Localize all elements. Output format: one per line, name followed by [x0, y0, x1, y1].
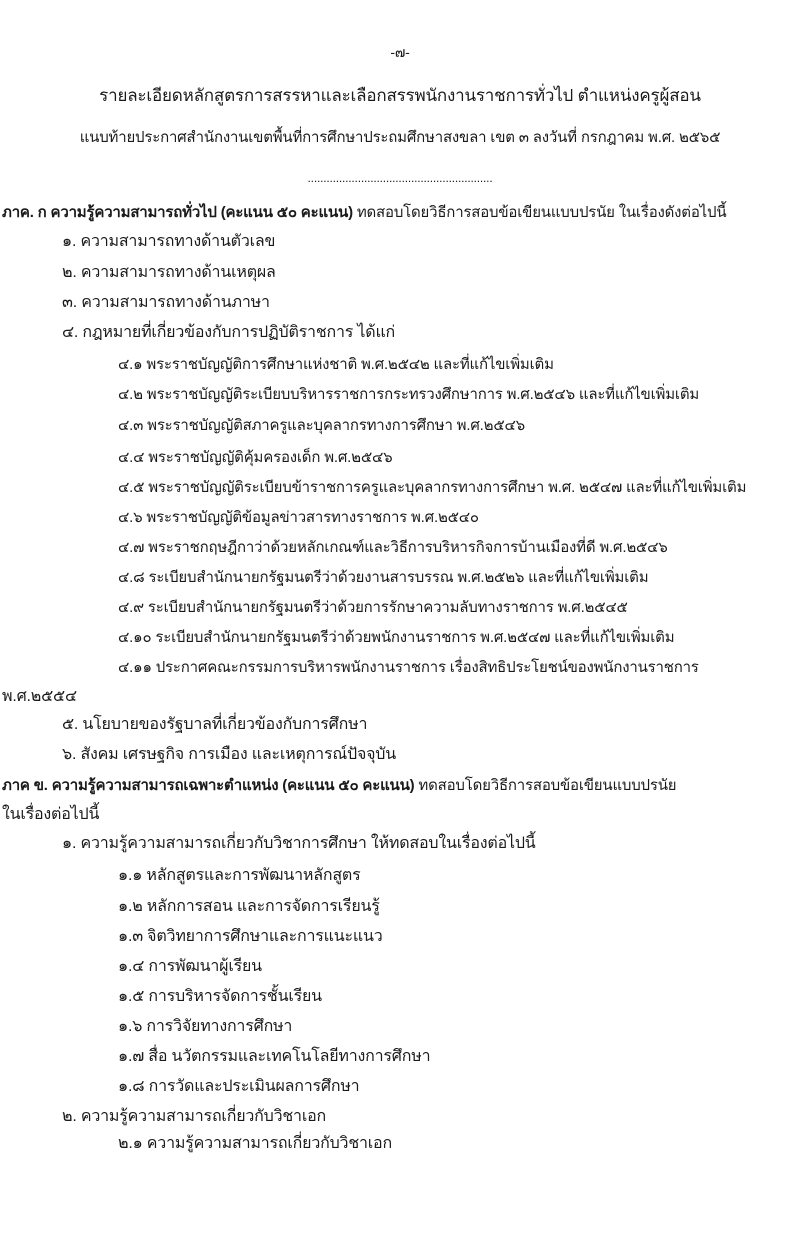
document-title: รายละเอียดหลักสูตรการสรรหาและเลือกสรรพนักงานราชการทั่วไป ตำแหน่งครูผู้สอน — [99, 86, 701, 105]
law-item: ๔.๙ ระเบียบสำนักนายกรัฐมนตรีว่าด้วยการรักษาความลับทางราชการ พ.ศ.๒๕๔๕ — [118, 599, 628, 616]
sub-item: ๑.๓ จิตวิทยาการศึกษาและการแนะแนว — [118, 928, 383, 945]
document-subtitle: แนบท้ายประกาศสำนักงานเขตพื้นที่การศึกษาประถมศึกษาสงขลา เขต ๓ ลงวันที่ กรกฎาคม พ.ศ. ๒๕๖๕ — [79, 129, 721, 146]
list-item: ๒. ความสามารถทางด้านเหตุผล — [62, 264, 276, 281]
law-item: ๔.๓ พระราชบัญญัติสภาครูและบุคลากรทางการศึกษา พ.ศ.๒๕๔๖ — [118, 417, 525, 434]
sub-item: ๑.๑ หลักสูตรและการพัฒนาหลักสูตร — [118, 867, 361, 884]
section-a-title: ภาค. ก ความรู้ความสามารถทั่วไป (คะแนน ๕๐ คะแนน) — [2, 204, 353, 221]
sub-item: ๒.๑ ความรู้ความสามารถเกี่ยวกับวิชาเอก — [118, 1135, 392, 1152]
law-item-continuation: พ.ศ.๒๕๕๔ — [2, 688, 77, 705]
law-item: ๔.๗ พระราชกฤษฎีกาว่าด้วยหลักเกณฑ์และวิธีการบริหารกิจการบ้านเมืองที่ดี พ.ศ.๒๕๔๖ — [118, 539, 668, 556]
law-item: ๔.๒ พระราชบัญญัติระเบียบบริหารราชการกระทรวงศึกษาการ พ.ศ.๒๕๔๖ และที่แก้ไขเพิ่มเติม — [118, 386, 700, 403]
law-item: ๔.๑๑ ประกาศคณะกรรมการบริหารพนักงานราชการ เรื่องสิทธิประโยชน์ของพนักงานราชการ — [118, 659, 699, 676]
law-item: ๔.๑๐ ระเบียบสำนักนายกรัฐมนตรีว่าด้วยพนักงานราชการ พ.ศ.๒๕๔๗ และที่แก้ไขเพิ่มเติม — [118, 629, 675, 646]
sub-item: ๑.๗ สื่อ นวัตกรรมและเทคโนโลยีทางการศึกษา — [118, 1048, 431, 1065]
page-number: -๗- — [390, 44, 410, 60]
list-item: ๖. สังคม เศรษฐกิจ การเมือง และเหตุการณ์ปัจจุบัน — [62, 746, 396, 763]
law-item: ๔.๕ พระราชบัญญัติระเบียบข้าราชการครูและบุคลากรทางการศึกษา พ.ศ. ๒๕๔๗ และที่แก้ไขเพิ่มเติม — [118, 479, 747, 496]
sub-item: ๑.๒ หลักการสอน และการจัดการเรียนรู้ — [118, 898, 380, 915]
list-item: ๑. ความสามารถทางด้านตัวเลข — [62, 233, 276, 250]
list-item: ๓. ความสามารถทางด้านภาษา — [62, 294, 270, 311]
sub-item: ๑.๘ การวัดและประเมินผลการศึกษา — [118, 1078, 360, 1095]
divider: ........................................................... — [307, 171, 493, 185]
section-a-heading — [2, 203, 800, 223]
section-b-heading-cont: ในเรื่องต่อไปนี้ — [2, 806, 100, 823]
law-item: ๔.๘ ระเบียบสำนักนายกรัฐมนตรีว่าด้วยงานสารบรรณ พ.ศ.๒๕๒๖ และที่แก้ไขเพิ่มเติม — [118, 569, 649, 586]
section-b-desc: ทดสอบโดยวิธีการสอบข้อเขียนแบบปรนัย — [414, 777, 677, 794]
law-item: ๔.๖ พระราชบัญญัติข้อมูลข่าวสารทางราชการ พ.ศ.๒๕๔๐ — [118, 509, 479, 526]
law-item: ๔.๔ พระราชบัญญัติคุ้มครองเด็ก พ.ศ.๒๕๔๖ — [118, 449, 393, 466]
section-a-desc: ทดสอบโดยวิธีการสอบข้อเขียนแบบปรนัย ในเรื่องดังต่อไปนี้ — [352, 204, 727, 221]
list-item: ๑. ความรู้ความสามารถเกี่ยวกับวิชาการศึกษา ให้ทดสอบในเรื่องต่อไปนี้ — [62, 835, 536, 852]
list-item: ๔. กฎหมายที่เกี่ยวข้องกับการปฏิบัติราชการ ได้แก่ — [62, 324, 396, 341]
sub-item: ๑.๖ การวิจัยทางการศึกษา — [118, 1018, 293, 1035]
section-b-heading — [2, 776, 800, 796]
law-item: ๔.๑ พระราชบัญญัติการศึกษาแห่งชาติ พ.ศ.๒๕๔๒ และที่แก้ไขเพิ่มเติม — [118, 356, 554, 373]
section-b-title: ภาค ข. ความรู้ความสามารถเฉพาะตำแหน่ง (คะแนน ๕๐ คะแนน) — [2, 777, 415, 794]
sub-item: ๑.๕ การบริหารจัดการชั้นเรียน — [118, 988, 322, 1005]
list-item: ๒. ความรู้ความสามารถเกี่ยวกับวิชาเอก — [62, 1108, 326, 1125]
sub-item: ๑.๔ การพัฒนาผู้เรียน — [118, 958, 262, 975]
list-item: ๕. นโยบายของรัฐบาลที่เกี่ยวข้องกับการศึกษา — [62, 716, 368, 733]
